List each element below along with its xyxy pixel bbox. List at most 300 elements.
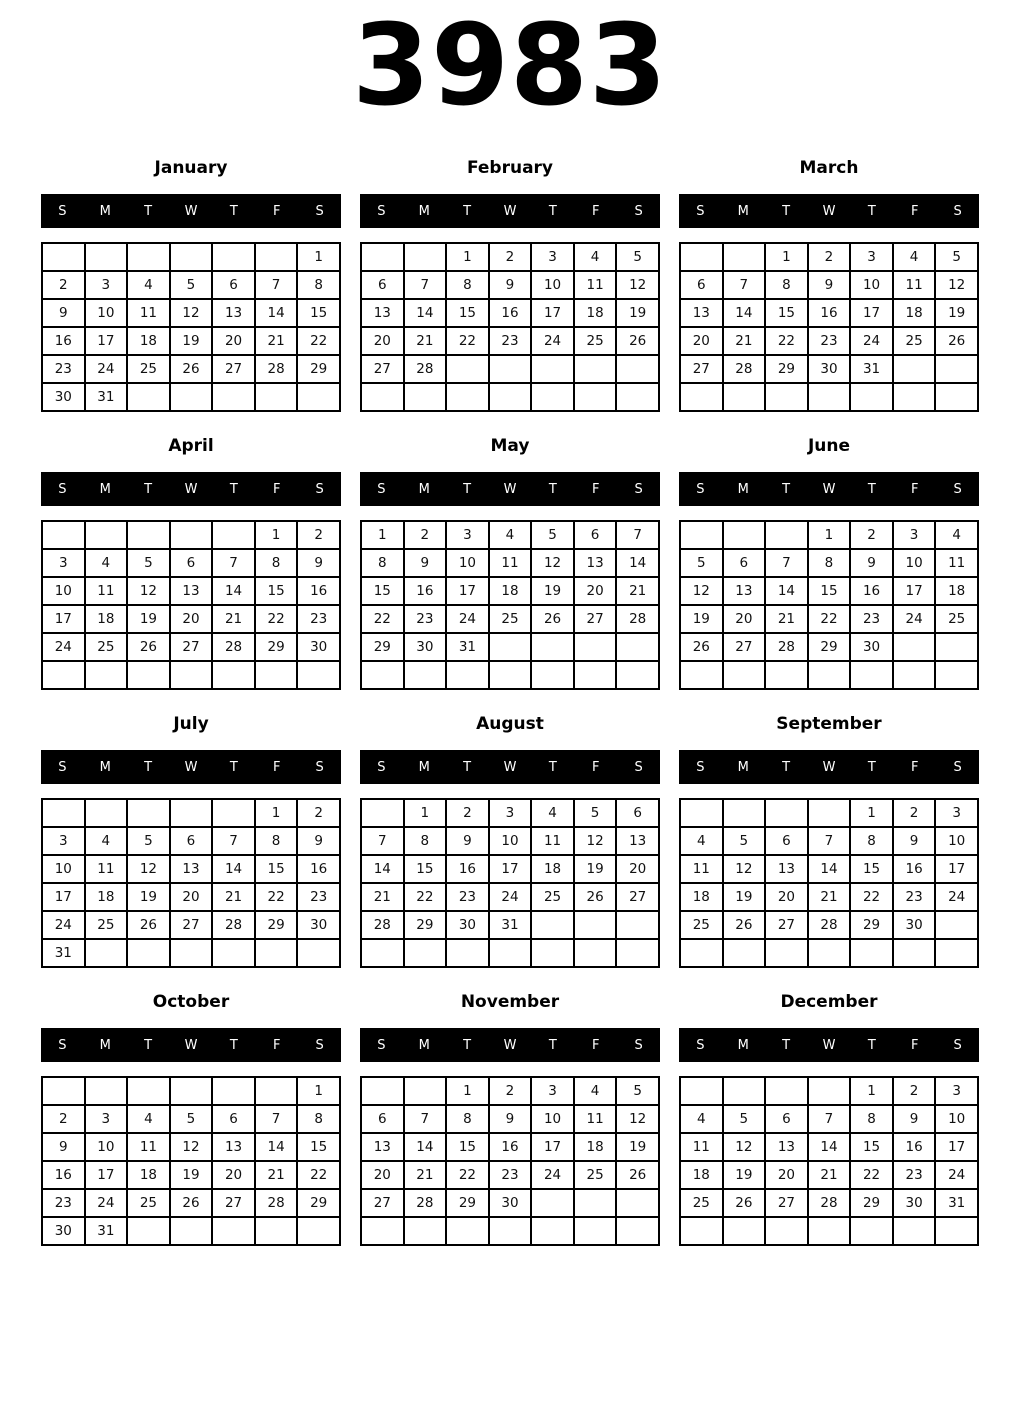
empty-cell xyxy=(170,1217,213,1245)
date-cell: 9 xyxy=(893,827,936,855)
date-cell: 13 xyxy=(616,827,659,855)
weekday-label: T xyxy=(463,481,472,497)
date-cell: 30 xyxy=(893,911,936,939)
date-cell: 19 xyxy=(616,1133,659,1161)
empty-cell xyxy=(85,939,128,967)
week-row xyxy=(680,521,978,549)
empty-cell xyxy=(42,1077,85,1105)
date-cell: 27 xyxy=(212,1189,255,1217)
weekday-label: T xyxy=(548,759,557,775)
month-title: August xyxy=(476,714,544,735)
weekday-label: S xyxy=(696,481,705,497)
date-cell: 17 xyxy=(85,327,128,355)
date-cell: 13 xyxy=(680,299,723,327)
date-cell: 3 xyxy=(85,271,128,299)
date-cell: 14 xyxy=(255,1133,298,1161)
empty-cell xyxy=(361,383,404,411)
week-row xyxy=(680,827,978,855)
date-cell: 17 xyxy=(42,605,85,633)
date-cell: 28 xyxy=(212,911,255,939)
weekday-header xyxy=(41,750,341,784)
date-cell: 7 xyxy=(808,1105,851,1133)
month-title: June xyxy=(807,436,851,457)
calendar-grid xyxy=(360,1076,660,1246)
date-cell: 3 xyxy=(42,549,85,577)
date-cell: 20 xyxy=(361,1161,404,1189)
date-cell: 13 xyxy=(723,577,766,605)
week-row xyxy=(42,299,340,327)
weekday-label: S xyxy=(377,203,386,219)
date-cell: 20 xyxy=(170,605,213,633)
week-row xyxy=(42,1217,340,1245)
empty-cell xyxy=(680,799,723,827)
month-title: March xyxy=(799,158,859,179)
date-cell: 25 xyxy=(935,605,978,633)
date-cell: 1 xyxy=(297,243,340,271)
weekday-label: T xyxy=(548,203,557,219)
empty-cell xyxy=(850,1217,893,1245)
date-cell: 17 xyxy=(85,1161,128,1189)
date-cell: 2 xyxy=(850,521,893,549)
date-cell: 1 xyxy=(850,799,893,827)
date-cell: 7 xyxy=(723,271,766,299)
empty-cell xyxy=(489,1217,532,1245)
date-cell: 21 xyxy=(212,883,255,911)
empty-cell xyxy=(765,1217,808,1245)
weekday-label: W xyxy=(822,481,836,497)
date-cell: 17 xyxy=(42,883,85,911)
weekday-label: S xyxy=(696,203,705,219)
weekday-label: S xyxy=(634,1037,643,1053)
date-cell: 19 xyxy=(723,883,766,911)
weekday-label: S xyxy=(377,1037,386,1053)
date-cell: 5 xyxy=(723,1105,766,1133)
date-cell: 7 xyxy=(808,827,851,855)
empty-cell xyxy=(127,939,170,967)
weekday-label: F xyxy=(591,481,600,497)
date-cell: 18 xyxy=(127,1161,170,1189)
date-cell: 30 xyxy=(297,911,340,939)
date-cell: 12 xyxy=(170,1133,213,1161)
date-cell: 13 xyxy=(361,1133,404,1161)
weekday-label: T xyxy=(463,759,472,775)
weekday-label: W xyxy=(822,759,836,775)
date-cell: 9 xyxy=(850,549,893,577)
empty-cell xyxy=(680,383,723,411)
date-cell: 5 xyxy=(127,549,170,577)
date-cell: 25 xyxy=(85,911,128,939)
date-cell: 30 xyxy=(42,1217,85,1245)
date-cell: 20 xyxy=(616,855,659,883)
date-cell: 30 xyxy=(893,1189,936,1217)
date-cell: 12 xyxy=(616,1105,659,1133)
date-cell: 11 xyxy=(127,1133,170,1161)
weekday-label: S xyxy=(315,759,324,775)
date-cell: 26 xyxy=(723,1189,766,1217)
date-cell: 8 xyxy=(850,827,893,855)
calendar-grid xyxy=(360,798,660,968)
week-row xyxy=(361,383,659,411)
date-cell: 18 xyxy=(489,577,532,605)
weekday-label: M xyxy=(737,1037,749,1053)
date-cell: 2 xyxy=(893,1077,936,1105)
empty-cell xyxy=(680,939,723,967)
date-cell: 3 xyxy=(531,1077,574,1105)
empty-cell xyxy=(42,521,85,549)
date-cell: 5 xyxy=(170,1105,213,1133)
empty-cell xyxy=(361,1217,404,1245)
date-cell: 19 xyxy=(127,883,170,911)
date-cell: 30 xyxy=(404,633,447,661)
date-cell: 3 xyxy=(489,799,532,827)
empty-cell xyxy=(212,1217,255,1245)
date-cell: 4 xyxy=(127,1105,170,1133)
weekday-label: T xyxy=(463,203,472,219)
empty-cell xyxy=(765,939,808,967)
empty-cell xyxy=(170,799,213,827)
weekday-label: S xyxy=(634,203,643,219)
date-cell: 22 xyxy=(850,1161,893,1189)
date-cell: 15 xyxy=(255,855,298,883)
empty-cell xyxy=(893,1217,936,1245)
weekday-label: T xyxy=(867,481,876,497)
date-cell: 16 xyxy=(297,855,340,883)
date-cell: 2 xyxy=(489,1077,532,1105)
month-title: November xyxy=(460,992,560,1013)
date-cell: 4 xyxy=(680,827,723,855)
week-row xyxy=(361,911,659,939)
date-cell: 30 xyxy=(489,1189,532,1217)
date-cell: 27 xyxy=(574,605,617,633)
date-cell: 28 xyxy=(255,1189,298,1217)
date-cell: 7 xyxy=(212,827,255,855)
week-row xyxy=(680,1189,978,1217)
weekday-label: W xyxy=(184,759,198,775)
empty-cell xyxy=(723,243,766,271)
date-cell: 10 xyxy=(893,549,936,577)
date-cell: 3 xyxy=(893,521,936,549)
date-cell: 24 xyxy=(531,327,574,355)
weekday-label: S xyxy=(315,481,324,497)
date-cell: 13 xyxy=(212,299,255,327)
date-cell: 29 xyxy=(808,633,851,661)
date-cell: 5 xyxy=(680,549,723,577)
empty-cell xyxy=(531,939,574,967)
date-cell: 11 xyxy=(680,855,723,883)
empty-cell xyxy=(893,383,936,411)
empty-cell xyxy=(255,939,298,967)
date-cell: 10 xyxy=(42,855,85,883)
empty-cell xyxy=(297,383,340,411)
calendar-grid xyxy=(679,1076,979,1246)
date-cell: 10 xyxy=(935,1105,978,1133)
weekday-header xyxy=(41,194,341,228)
weekday-label: W xyxy=(503,759,517,775)
date-cell: 21 xyxy=(404,1161,447,1189)
week-row xyxy=(680,883,978,911)
date-cell: 19 xyxy=(723,1161,766,1189)
empty-cell xyxy=(361,799,404,827)
empty-cell xyxy=(531,661,574,689)
weekday-label: S xyxy=(315,1037,324,1053)
date-cell: 24 xyxy=(893,605,936,633)
empty-cell xyxy=(489,383,532,411)
month-march xyxy=(679,157,979,412)
empty-cell xyxy=(574,1189,617,1217)
date-cell: 30 xyxy=(297,633,340,661)
weekday-label: W xyxy=(503,203,517,219)
empty-cell xyxy=(616,1217,659,1245)
date-cell: 4 xyxy=(680,1105,723,1133)
date-cell: 15 xyxy=(446,299,489,327)
date-cell: 25 xyxy=(574,1161,617,1189)
date-cell: 12 xyxy=(531,549,574,577)
month-april xyxy=(41,435,341,690)
date-cell: 19 xyxy=(127,605,170,633)
empty-cell xyxy=(531,911,574,939)
date-cell: 27 xyxy=(361,355,404,383)
date-cell: 22 xyxy=(808,605,851,633)
date-cell: 31 xyxy=(850,355,893,383)
date-cell: 21 xyxy=(212,605,255,633)
weekday-label: T xyxy=(867,759,876,775)
weekday-header xyxy=(679,194,979,228)
date-cell: 17 xyxy=(850,299,893,327)
empty-cell xyxy=(85,1077,128,1105)
empty-cell xyxy=(361,1077,404,1105)
date-cell: 25 xyxy=(574,327,617,355)
empty-cell xyxy=(935,355,978,383)
empty-cell xyxy=(170,383,213,411)
empty-cell xyxy=(531,355,574,383)
date-cell: 15 xyxy=(808,577,851,605)
weekday-label: T xyxy=(782,759,791,775)
empty-cell xyxy=(127,521,170,549)
empty-cell xyxy=(170,1077,213,1105)
date-cell: 10 xyxy=(85,1133,128,1161)
empty-cell xyxy=(616,383,659,411)
date-cell: 18 xyxy=(127,327,170,355)
date-cell: 6 xyxy=(574,521,617,549)
weekday-label: S xyxy=(315,203,324,219)
date-cell: 31 xyxy=(935,1189,978,1217)
date-cell: 13 xyxy=(765,1133,808,1161)
empty-cell xyxy=(85,243,128,271)
empty-cell xyxy=(723,1077,766,1105)
weekday-label: T xyxy=(463,1037,472,1053)
date-cell: 27 xyxy=(723,633,766,661)
week-row xyxy=(42,661,340,689)
week-row xyxy=(680,355,978,383)
date-cell: 4 xyxy=(127,271,170,299)
date-cell: 4 xyxy=(85,827,128,855)
weekday-label: F xyxy=(272,203,281,219)
date-cell: 5 xyxy=(935,243,978,271)
empty-cell xyxy=(723,383,766,411)
weekday-label: W xyxy=(822,203,836,219)
empty-cell xyxy=(212,939,255,967)
date-cell: 29 xyxy=(361,633,404,661)
date-cell: 19 xyxy=(170,1161,213,1189)
date-cell: 8 xyxy=(255,549,298,577)
weekday-label: S xyxy=(953,203,962,219)
date-cell: 3 xyxy=(42,827,85,855)
weekday-label: S xyxy=(58,1037,67,1053)
date-cell: 19 xyxy=(616,299,659,327)
month-november xyxy=(360,991,660,1246)
empty-cell xyxy=(255,383,298,411)
date-cell: 20 xyxy=(765,1161,808,1189)
date-cell: 3 xyxy=(85,1105,128,1133)
empty-cell xyxy=(935,633,978,661)
date-cell: 25 xyxy=(127,1189,170,1217)
date-cell: 8 xyxy=(765,271,808,299)
empty-cell xyxy=(723,799,766,827)
week-row xyxy=(42,799,340,827)
empty-cell xyxy=(723,521,766,549)
date-cell: 16 xyxy=(893,855,936,883)
week-row xyxy=(680,633,978,661)
date-cell: 4 xyxy=(531,799,574,827)
weekday-label: F xyxy=(591,1037,600,1053)
weekday-header xyxy=(679,1028,979,1062)
date-cell: 17 xyxy=(935,855,978,883)
empty-cell xyxy=(42,661,85,689)
empty-cell xyxy=(680,1077,723,1105)
date-cell: 28 xyxy=(404,1189,447,1217)
empty-cell xyxy=(127,1217,170,1245)
date-cell: 8 xyxy=(404,827,447,855)
week-row xyxy=(680,549,978,577)
week-row xyxy=(361,633,659,661)
date-cell: 15 xyxy=(446,1133,489,1161)
date-cell: 21 xyxy=(616,577,659,605)
empty-cell xyxy=(531,633,574,661)
date-cell: 26 xyxy=(935,327,978,355)
date-cell: 31 xyxy=(42,939,85,967)
date-cell: 1 xyxy=(850,1077,893,1105)
date-cell: 26 xyxy=(574,883,617,911)
empty-cell xyxy=(765,1077,808,1105)
date-cell: 17 xyxy=(531,299,574,327)
date-cell: 20 xyxy=(212,327,255,355)
week-row xyxy=(42,1133,340,1161)
date-cell: 8 xyxy=(808,549,851,577)
date-cell: 5 xyxy=(616,1077,659,1105)
empty-cell xyxy=(765,521,808,549)
date-cell: 9 xyxy=(893,1105,936,1133)
weekday-label: F xyxy=(272,759,281,775)
empty-cell xyxy=(85,661,128,689)
empty-cell xyxy=(255,243,298,271)
empty-cell xyxy=(850,661,893,689)
week-row xyxy=(361,1077,659,1105)
date-cell: 27 xyxy=(212,355,255,383)
weekday-label: W xyxy=(822,1037,836,1053)
date-cell: 21 xyxy=(255,1161,298,1189)
empty-cell xyxy=(446,661,489,689)
weekday-header xyxy=(360,194,660,228)
date-cell: 26 xyxy=(170,355,213,383)
empty-cell xyxy=(680,1217,723,1245)
date-cell: 23 xyxy=(297,883,340,911)
date-cell: 14 xyxy=(808,1133,851,1161)
empty-cell xyxy=(574,383,617,411)
date-cell: 28 xyxy=(212,633,255,661)
date-cell: 21 xyxy=(361,883,404,911)
empty-cell xyxy=(446,355,489,383)
date-cell: 3 xyxy=(850,243,893,271)
date-cell: 14 xyxy=(212,577,255,605)
week-row xyxy=(361,1189,659,1217)
date-cell: 5 xyxy=(531,521,574,549)
date-cell: 20 xyxy=(361,327,404,355)
date-cell: 23 xyxy=(893,1161,936,1189)
date-cell: 25 xyxy=(893,327,936,355)
weekday-label: T xyxy=(229,1037,238,1053)
empty-cell xyxy=(574,1217,617,1245)
week-row xyxy=(361,327,659,355)
date-cell: 10 xyxy=(531,271,574,299)
date-cell: 1 xyxy=(255,799,298,827)
date-cell: 1 xyxy=(446,243,489,271)
empty-cell xyxy=(935,383,978,411)
weekday-label: M xyxy=(418,1037,430,1053)
week-row xyxy=(680,1077,978,1105)
weekday-label: S xyxy=(953,759,962,775)
empty-cell xyxy=(680,243,723,271)
empty-cell xyxy=(574,661,617,689)
empty-cell xyxy=(85,799,128,827)
month-october xyxy=(41,991,341,1246)
calendar-grid xyxy=(41,520,341,690)
weekday-header xyxy=(41,1028,341,1062)
date-cell: 6 xyxy=(723,549,766,577)
date-cell: 29 xyxy=(446,1189,489,1217)
date-cell: 26 xyxy=(680,633,723,661)
week-row xyxy=(42,855,340,883)
empty-cell xyxy=(574,939,617,967)
week-row xyxy=(680,855,978,883)
date-cell: 31 xyxy=(489,911,532,939)
date-cell: 4 xyxy=(574,243,617,271)
weekday-label: T xyxy=(867,1037,876,1053)
weekday-label: M xyxy=(737,481,749,497)
empty-cell xyxy=(531,1217,574,1245)
date-cell: 21 xyxy=(404,327,447,355)
date-cell: 11 xyxy=(489,549,532,577)
date-cell: 3 xyxy=(935,1077,978,1105)
weekday-label: T xyxy=(229,759,238,775)
weekday-label: M xyxy=(99,481,111,497)
week-row xyxy=(680,799,978,827)
week-row xyxy=(680,1217,978,1245)
week-row xyxy=(361,661,659,689)
date-cell: 18 xyxy=(893,299,936,327)
month-title: September xyxy=(776,714,882,735)
week-row xyxy=(42,633,340,661)
date-cell: 2 xyxy=(808,243,851,271)
week-row xyxy=(680,1161,978,1189)
empty-cell xyxy=(723,939,766,967)
weekday-label: T xyxy=(782,481,791,497)
weekday-label: T xyxy=(144,1037,153,1053)
empty-cell xyxy=(616,939,659,967)
date-cell: 8 xyxy=(446,1105,489,1133)
weekday-label: W xyxy=(503,481,517,497)
weekday-label: T xyxy=(548,1037,557,1053)
date-cell: 9 xyxy=(808,271,851,299)
